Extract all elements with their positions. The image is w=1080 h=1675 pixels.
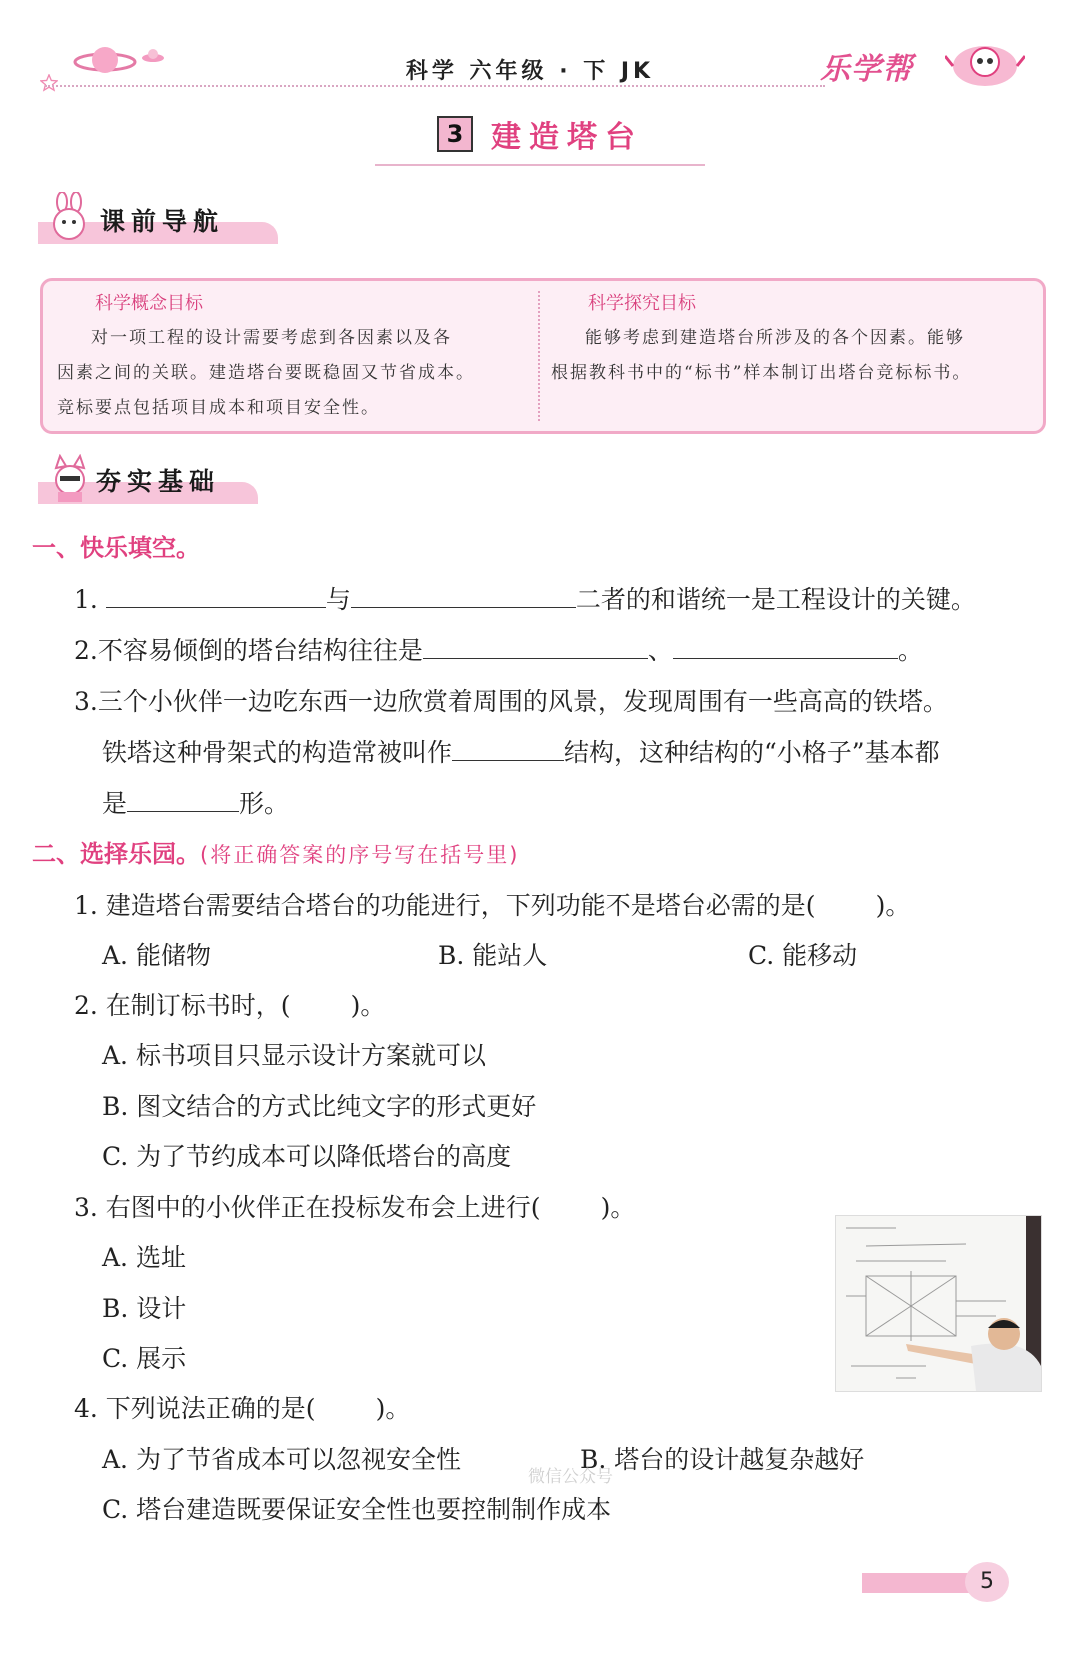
choice-2-option-b[interactable]: B. 图文结合的方式比纯文字的形式更好	[102, 1092, 537, 1121]
concept-goal-text: 对一项工程的设计需要考虑到各因素以及各 因素之间的关联。建造塔台要既稳固又节省成本。 竞标要点包括项目成本和项目安全性。	[57, 328, 475, 418]
presentation-photo	[835, 1215, 1042, 1392]
choice-2-option-a[interactable]: A. 标书项目只显示设计方案就可以	[102, 1041, 486, 1070]
header-divider	[45, 85, 825, 87]
lesson-name: 建造塔台	[491, 120, 643, 155]
part1-title: 一、快乐填空。	[32, 534, 200, 562]
choice-1-option-a[interactable]: A. 能储物	[102, 941, 211, 970]
choice-question-1: 1. 建造塔台需要结合塔台的功能进行，下列功能不是塔台必需的是( )。	[74, 891, 911, 920]
answer-blank[interactable]	[127, 789, 239, 812]
star-icon	[40, 74, 58, 92]
cat-mascot-icon	[48, 454, 92, 504]
watermark: 微信公众号	[528, 1467, 613, 1487]
presenter-illustration	[836, 1216, 1041, 1391]
part2-title: 二、选择乐园。(将正确答案的序号写在括号里)	[32, 840, 520, 868]
fill-question-1: 1. 与 二者的和谐统一是工程设计的关键。	[74, 585, 976, 614]
goals-box	[40, 278, 1046, 434]
choice-1-option-b[interactable]: B. 能站人	[438, 941, 548, 970]
choice-4-option-c[interactable]: C. 塔台建造既要保证安全性也要控制制作成本	[102, 1495, 612, 1524]
choice-4-option-a[interactable]: A. 为了节省成本可以忽视安全性	[102, 1445, 461, 1474]
lesson-title	[375, 112, 705, 166]
section-label-preview: 课前导航	[100, 207, 225, 236]
choice-question-3: 3. 右图中的小伙伴正在投标发布会上进行( )。	[74, 1193, 636, 1222]
brand-logo: 乐学帮	[820, 52, 913, 87]
choice-question-2: 2. 在制订标书时，( )。	[74, 991, 386, 1020]
fill-question-2: 2.不容易倾倒的塔台结构往往是 、 。	[74, 636, 923, 665]
answer-blank[interactable]	[673, 636, 898, 659]
answer-blank[interactable]	[452, 738, 564, 761]
choice-1-option-c[interactable]: C. 能移动	[748, 941, 858, 970]
section-tab-basics	[38, 458, 258, 504]
fill-question-3-line2: 铁塔这种骨架式的构造常被叫作 结构，这种结构的“小格子”基本都	[102, 738, 940, 767]
section-tab-preview	[38, 198, 278, 244]
answer-blank[interactable]	[106, 585, 326, 608]
planet-icon	[70, 40, 140, 80]
fill-question-3: 3.三个小伙伴一边吃东西一边欣赏着周围的风景，发现周围有一些高高的铁塔。	[74, 687, 948, 716]
lesson-number: 3	[437, 116, 473, 152]
answer-blank[interactable]	[423, 636, 648, 659]
page-number: 5	[965, 1562, 1009, 1602]
answer-blank[interactable]	[351, 585, 576, 608]
mascot-rocket-icon	[945, 36, 1025, 92]
section-label-basics: 夯实基础	[96, 467, 221, 496]
choice-3-option-a[interactable]: A. 选址	[102, 1243, 186, 1272]
part2-note: (将正确答案的序号写在括号里)	[200, 843, 520, 867]
header-title: 科学 六年级 · 下 JK	[405, 59, 655, 84]
bunny-mascot-icon	[44, 192, 94, 244]
choice-2-option-c[interactable]: C. 为了节约成本可以降低塔台的高度	[102, 1142, 512, 1171]
choice-4-option-b[interactable]: B. 塔台的设计越复杂越好	[580, 1445, 865, 1474]
inquiry-goal-title: 科学探究目标	[588, 293, 696, 314]
choice-question-4: 4. 下列说法正确的是( )。	[74, 1394, 411, 1423]
fill-question-3-line3: 是 形。	[102, 789, 290, 818]
ufo-icon	[140, 46, 166, 66]
choice-3-option-b[interactable]: B. 设计	[102, 1294, 187, 1323]
inquiry-goal-text: 能够考虑到建造塔台所涉及的各个因素。能够 根据教科书中的“标书”样本制订出塔台竞标标书。	[551, 328, 972, 383]
concept-goal-title: 科学概念目标	[95, 293, 203, 314]
goals-divider	[538, 291, 540, 421]
choice-3-option-c[interactable]: C. 展示	[102, 1344, 187, 1373]
